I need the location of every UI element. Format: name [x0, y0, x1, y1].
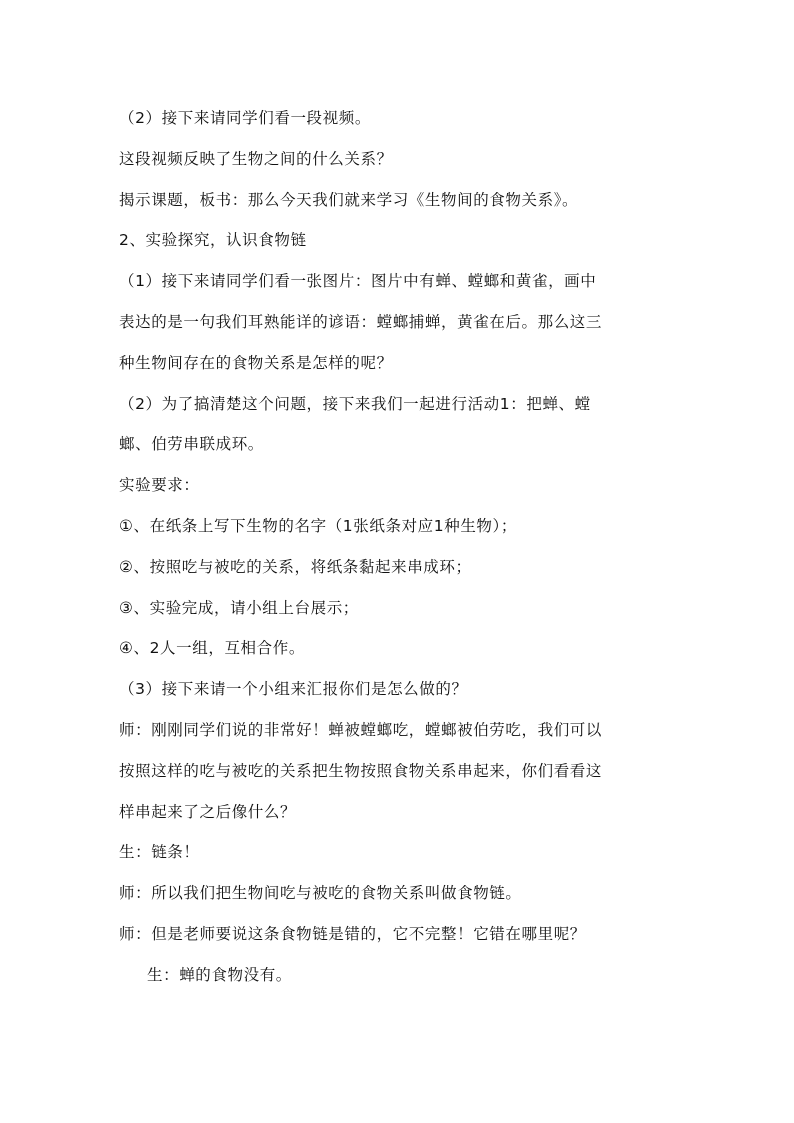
requirement-item: ③、实验完成，请小组上台展示； — [119, 598, 359, 617]
dialogue-line: 样串起来了之后像什么？ — [119, 802, 297, 821]
paragraph-line: （2）为了搞清楚这个问题，接下来我们一起进行活动1：把蝉、螳 — [119, 394, 591, 413]
dialogue-line: 师：但是老师要说这条食物链是错的，它不完整！它错在哪里呢？ — [119, 924, 586, 943]
dialogue-line: 师：所以我们把生物间吃与被吃的食物关系叫做食物链。 — [119, 884, 522, 903]
paragraph-line: 揭示课题，板书：那么今天我们就来学习《生物间的食物关系》。 — [119, 190, 579, 209]
paragraph-line: （3）接下来请一个小组来汇报你们是怎么做的？ — [119, 680, 468, 699]
requirement-item: ②、按照吃与被吃的关系，将纸条黏起来串成环； — [119, 557, 472, 576]
section-heading: 2、实验探究，认识食物链 — [119, 231, 307, 250]
paragraph-line: （2）接下来请同学们看一段视频。 — [119, 109, 371, 127]
dialogue-line: 师：刚刚同学们说的非常好！蝉被螳螂吃，螳螂被伯劳吃，我们可以 — [119, 720, 603, 739]
paragraph-line: 实验要求： — [119, 476, 200, 495]
requirement-item: ④、2人一组，互相合作。 — [119, 639, 305, 658]
paragraph-line: 表达的是一句我们耳熟能详的谚语：螳螂捕蝉，黄雀在后。那么这三 — [119, 312, 603, 331]
dialogue-line: 按照这样的吃与被吃的关系把生物按照食物关系串起来，你们看看这 — [119, 761, 603, 780]
paragraph-line: （1）接下来请同学们看一张图片：图片中有蝉、螳螂和黄雀，画中 — [119, 272, 597, 291]
document-body — [119, 98, 679, 996]
paragraph-line: 螂、伯劳串联成环。 — [119, 435, 264, 454]
paragraph-line: 种生物间存在的食物关系是怎样的呢？ — [119, 353, 393, 372]
dialogue-line: 生：蝉的食物没有。 — [147, 965, 292, 984]
paragraph-line: 这段视频反映了生物之间的什么关系？ — [119, 149, 393, 168]
dialogue-line: 生：链条！ — [119, 843, 200, 862]
requirement-item: ①、在纸条上写下生物的名字（1张纸条对应1种生物）； — [119, 516, 517, 535]
